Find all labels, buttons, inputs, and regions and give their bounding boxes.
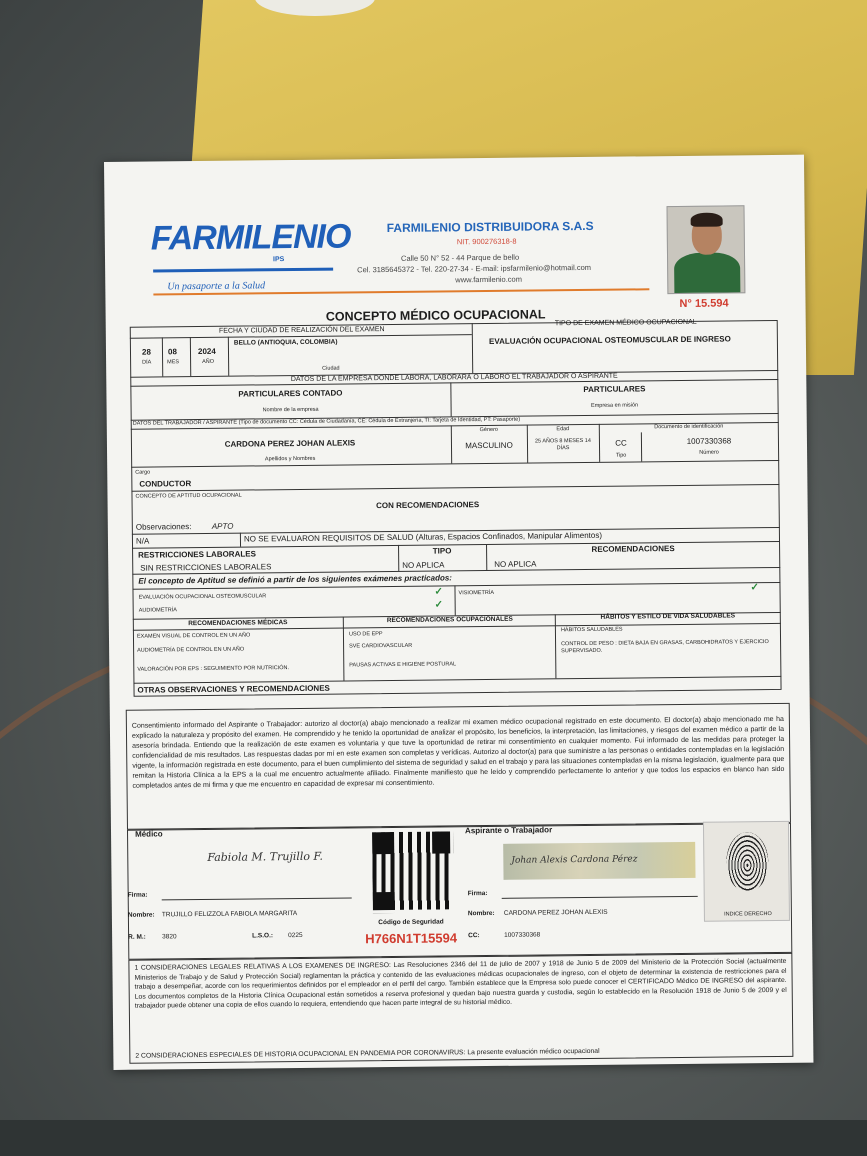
worker-name-label: Apellidos y Nombres <box>264 455 316 463</box>
exam-month: 08 <box>167 347 177 357</box>
worker-section-label: DATOS DEL TRABAJADOR / ASPIRANTE (Tipo de documento CC: Cédula de Ciudadanía, CE: Cédula de Extranjería, TI: Tarjeta de Identidad, PT: Pasaporte) <box>132 416 521 427</box>
security-code: H766N1T15594 <box>365 930 458 947</box>
occupational-recs-label: RECOMENDACIONES OCUPACIONALES <box>386 615 513 625</box>
company-phones: Cel. 3185645372 - Tel. 220-27-34 - E-mail: ipsfarmilenio@hotmail.com <box>357 262 592 275</box>
medical-rec-3: VALORACIÓN POR EPS : SEGUIMIENTO POR NUTRICIÓN. <box>137 665 290 673</box>
lso-value: 0225 <box>288 931 303 940</box>
restriction-type-value: NO APLICA <box>402 560 445 570</box>
habit-2: CONTROL DE PESO : DIETA BAJA EN GRASAS, CARBOHIDRATOS Y EJERCICIO SUPERVISADO. <box>561 639 769 655</box>
company-name: FARMILENIO DISTRIBUIDORA S.A.S <box>386 218 594 236</box>
observations-label: Observaciones: <box>135 522 192 532</box>
exam-item-osteomuscular: EVALUACIÓN OCUPACIONAL OSTEOMUSCULAR <box>138 593 267 601</box>
gender-label: Género <box>479 426 499 434</box>
na-text: NO SE EVALUARON REQUISITOS DE SALUD (Alturas, Espacios Confinados, Manipular Alimentos) <box>243 530 603 544</box>
aptitude-label: CONCEPTO DE APTITUD OCUPACIONAL <box>135 492 242 500</box>
indice-label: INDICE DERECHO <box>724 911 772 918</box>
age-label: Edad <box>556 426 570 433</box>
cargo-label: Cargo <box>135 469 151 476</box>
medical-rec-2: AUDIOMETRÍA DE CONTROL EN UN AÑO <box>137 646 245 654</box>
worker-signature: Johan Alexis Cardona Pérez <box>503 842 695 880</box>
consent-text: Consentimiento informado del Aspirante o Trabajador: autorizo al doctor(a) abajo mencionado a realizar mi examen médico ocupacional registrado en este documento. El doctor(a) abajo mencionado me ha explicado la naturaleza y propósito del examen. He comprendido y he tenido la oportunidad de analizar el propósito, los beneficios, la interpretación, las limitaciones, y riesgos del examen médico a partir de la asesoría brindada. Entiendo que la realización de este examen es voluntaria y que tuve la oportunidad de retirar mi consentimiento en cualquier momento. Fui informado de las medidas para proteger la confidencialidad de mis resultados. Las respuestas dadas por mí en este examen son completas y verídicas. Autorizo al doctor(a) para que suministre a las personas o entidades contempladas en la legislación vigente, la información registrada en este documento, para el buen cumplimiento del sistema de seguridad y salud en el trabajo y para las situaciones contempladas en la misma legislación, igualmente para que remitan la Historia Clínica a la EPS a la cual me encuentro actualmente afiliado. Finalmente manifiesto que he leído y comprendido perfectamente lo anterior y que todos los espacios en blanco han sido completados antes de mi firma y que me encuentro en capacidad de expresar mi consentimiento. <box>131 715 785 790</box>
worker-photo <box>666 205 745 294</box>
medical-certificate <box>104 155 813 1070</box>
exam-day: 28 <box>141 347 151 357</box>
company-nit: NIT. 900276318-8 <box>456 236 517 247</box>
restriction-type-label: TIPO <box>432 546 452 556</box>
occupational-rec-1: USO DE EPP <box>348 631 383 638</box>
firma-label-worker: Firma: <box>467 890 488 898</box>
aspirante-label: Aspirante o Trabajador <box>464 825 553 836</box>
habits-label: HÁBITOS Y ESTILO DE VIDA SALUDABLES <box>600 612 736 621</box>
doctor-signature: Fabiola M. Trujillo F. <box>207 849 323 864</box>
exam-item-audiometria: AUDIOMETRÍA <box>138 607 177 614</box>
exam-date-label: FECHA Y CIUDAD DE REALIZACIÓN DEL EXAMEN <box>218 326 385 335</box>
logo-wordmark: FARMILENIO <box>150 217 351 258</box>
qr-label: Código de Seguridad <box>378 918 444 927</box>
exam-city: BELLO (ANTIOQUIA, COLOMBIA) <box>233 338 338 347</box>
exam-month-label: MES <box>167 359 180 366</box>
habit-1: HÁBITOS SALUDABLES <box>560 626 623 634</box>
restrictions-label: RESTRICCIONES LABORALES <box>138 549 256 560</box>
nombre-label-worker: Nombre: <box>467 909 495 918</box>
check-icon: ✓ <box>750 582 759 594</box>
floor-strip <box>0 1120 867 1156</box>
doctor-name: TRUJILLO FELIZZOLA FABIOLA MARGARITA <box>161 910 298 919</box>
aptitude-value: CON RECOMENDACIONES <box>376 500 480 511</box>
exam-year-label: AÑO <box>202 358 215 365</box>
doc-number-value: 1007330368 <box>686 436 732 446</box>
check-icon: ✓ <box>434 599 444 611</box>
company-mission-value: PARTICULARES <box>583 384 646 394</box>
medical-rec-1: EXAMEN VISUAL DE CONTROL EN UN AÑO <box>136 632 251 640</box>
company-address: Calle 50 N° 52 - 44 Parque de bello <box>400 252 520 263</box>
check-icon: ✓ <box>434 586 443 598</box>
recommendations-label: RECOMENDACIONES <box>591 544 675 554</box>
gender-value: MASCULINO <box>465 440 513 451</box>
age-value: 25 AÑOS 8 MESES 14 DÍAS <box>534 437 591 452</box>
recommendations-value: NO APLICA <box>494 559 537 569</box>
restrictions-value: SIN RESTRICCIONES LABORALES <box>140 562 272 573</box>
observations-value: APTO <box>211 521 234 531</box>
exam-year: 2024 <box>197 346 216 357</box>
worker-name-sign: CARDONA PEREZ JOHAN ALEXIS <box>503 908 608 917</box>
fingerprint-icon <box>703 821 790 922</box>
exam-type-label: TIPO DE EXAMEN MÉDICO OCUPACIONAL <box>554 318 697 328</box>
legal-text-1: 1 CONSIDERACIONES LEGALES RELATIVAS A LOS EXAMENES DE INGRESO: Las Resoluciones 2346 del 11 de julio de 2007 y 1918 de Junio 5 de 2009 del Ministerio de la Protección Social (actualmente Ministerios de Trabajo y de Salud y Protección Social) reglamentan la práctica y contenido de las evaluaciones médicas ocupacionales de ingreso, con el objeto de determinar la existencia de restricciones para el trabajo a desempeñar, acorde con los requerimientos definidos por el empleador en el perfil del cargo. También establece que la Empresa solo puede conocer el CERTIFICADO Médico DE INGRESO del aspirante. Los documentos completos de la Historia Clínica Ocupacional están sometidos a reserva profesional y quedan bajo nuestra guarda y custodia, según lo establecido en la Resolución 1918 de Junio 5 de 2009 y el trabajador puede obtener una copia de ellos cuando lo requiera, entendiendo que hacen parte integral de su historial médico. <box>134 957 787 1010</box>
lso-label: L.S.O.: <box>252 932 274 940</box>
exam-item-visiometria: VISIOMETRÍA <box>458 589 495 597</box>
medico-label: Médico <box>134 829 163 839</box>
logo-underline <box>153 268 333 273</box>
company-section-label: DATOS DE LA EMPRESA DONDE LABORA, LABORARÁ O LABORÓ EL TRABAJADOR O ASPIRANTE <box>290 372 618 384</box>
company-name-label: Nombre de la empresa <box>262 406 319 414</box>
exam-city-label: Ciudad <box>322 365 340 372</box>
exam-day-label: DÍA <box>142 359 152 366</box>
occupational-rec-3: PAUSAS ACTIVAS E HIGIENE POSTURAL <box>349 661 457 669</box>
doc-type-label: Tipo <box>615 452 627 459</box>
cc-value: 1007330368 <box>504 931 541 939</box>
doc-type: CC <box>615 438 627 448</box>
doc-number-label: Número <box>699 449 719 456</box>
medical-recs-label: RECOMENDACIONES MÉDICAS <box>188 619 288 628</box>
exam-type-value: EVALUACIÓN OCUPACIONAL OSTEOMUSCULAR DE INGRESO <box>488 334 731 346</box>
company-website: www.farmilenio.com <box>455 274 522 285</box>
rm-label: R. M.: <box>128 933 146 941</box>
security-qr-code[interactable] <box>369 828 454 913</box>
company-name-value: PARTICULARES CONTADO <box>238 388 343 399</box>
document-number: N° 15.594 <box>679 297 729 310</box>
legal-text-2: 2 CONSIDERACIONES ESPECIALES DE HISTORIA OCUPACIONAL EN PANDEMIA POR CORONAVIRUS: La presente evaluación médico ocupacional <box>135 1047 600 1060</box>
occupational-rec-2: SVE CARDIOVASCULAR <box>349 642 413 650</box>
logo-slogan: Un pasaporte a la Salud <box>167 280 266 293</box>
doc-label: Documento de identificación <box>654 423 724 431</box>
rm-value: 3820 <box>162 933 177 941</box>
exams-label: El concepto de Aptitud se definió a partir de los siguientes exámenes practicados: <box>138 573 452 586</box>
logo-ips: IPS <box>272 256 285 264</box>
company-mission-label: Empresa en misión <box>591 402 639 409</box>
worker-name: CARDONA PEREZ JOHAN ALEXIS <box>224 438 356 449</box>
form-title: CONCEPTO MÉDICO OCUPACIONAL <box>325 307 546 324</box>
nombre-label-doctor: Nombre: <box>127 911 155 919</box>
cc-label: CC: <box>468 932 480 940</box>
na-label: N/A <box>135 536 150 546</box>
firma-label-doctor: Firma: <box>127 891 148 899</box>
other-obs-label: OTRAS OBSERVACIONES Y RECOMENDACIONES <box>137 683 330 695</box>
cargo-value: CONDUCTOR <box>139 479 192 489</box>
